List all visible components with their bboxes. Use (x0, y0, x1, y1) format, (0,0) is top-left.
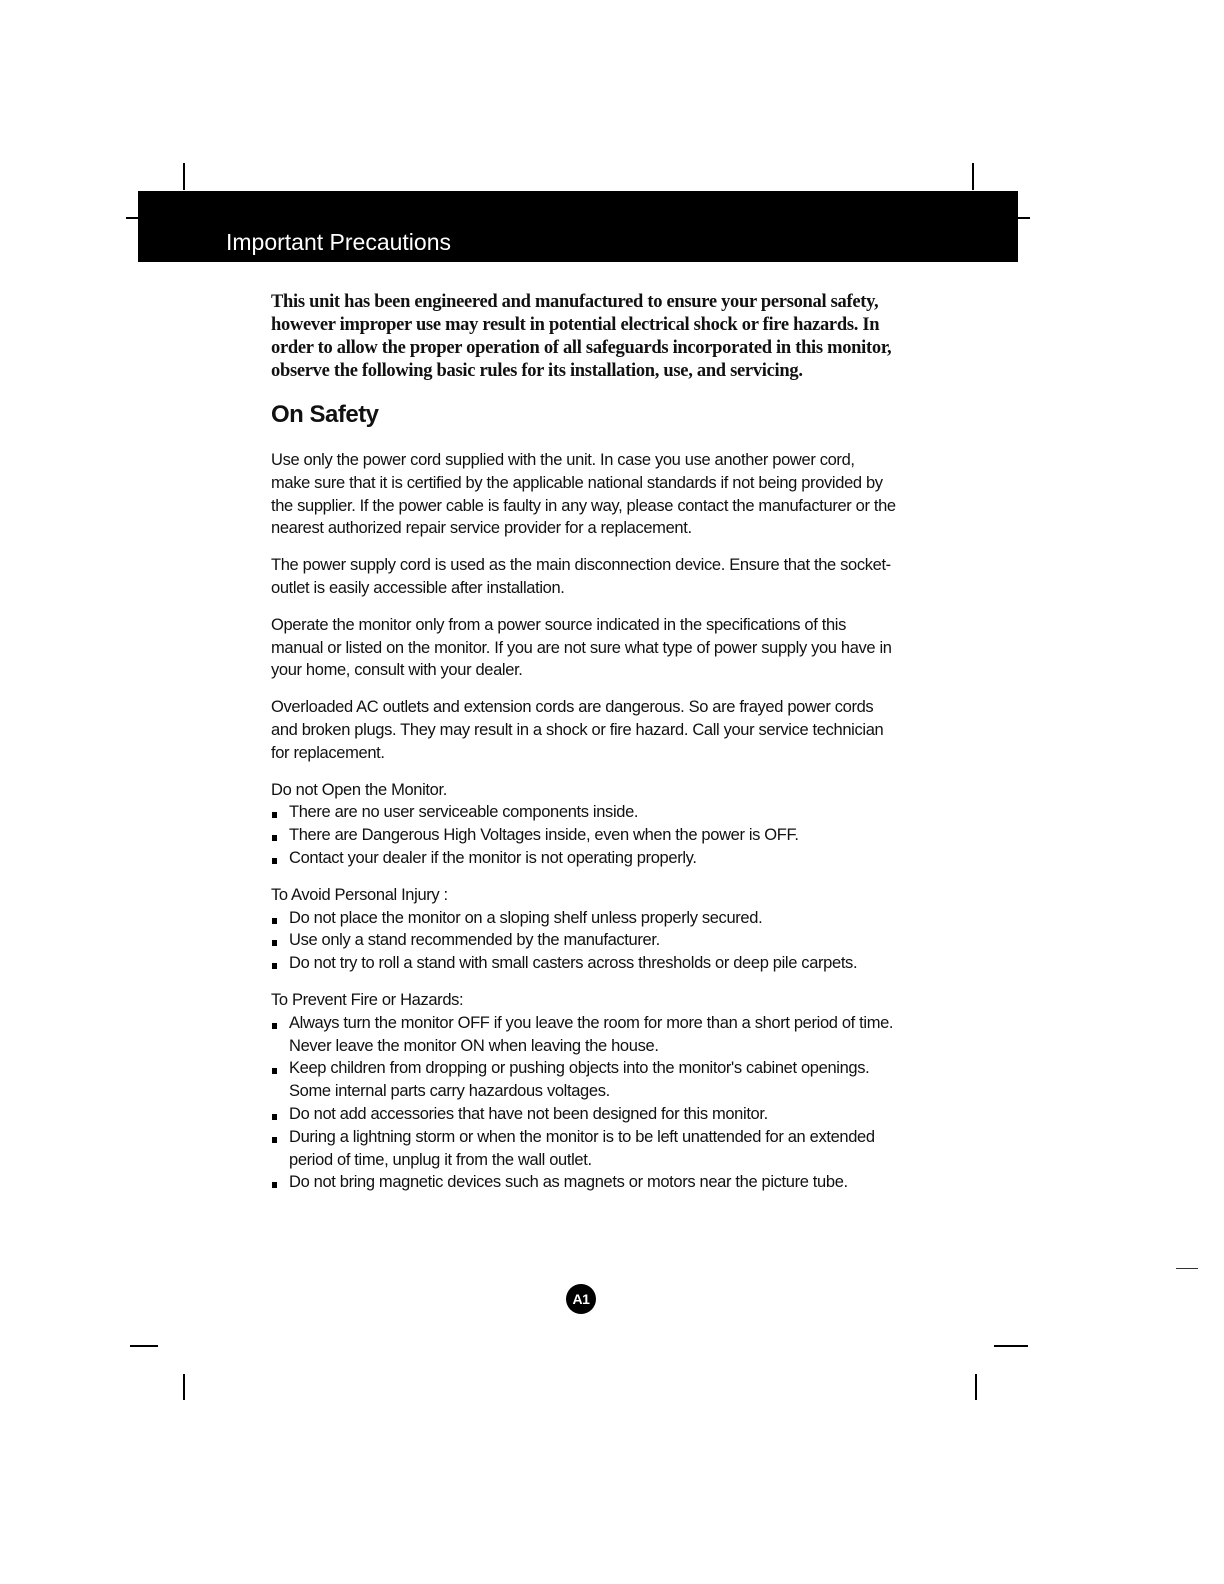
page-title: Important Precautions (226, 229, 452, 255)
list-item: Do not try to roll a stand with small casters across thresholds or deep pile carpets. (271, 952, 896, 975)
list-item: During a lightning storm or when the monitor is to be left unattended for an extended period of time, unplug it from the wall outlet. (271, 1126, 896, 1172)
paragraph: Use only the power cord supplied with the unit. In case you use another power cord, make sure that it is certified by the applicable national standards if not being provided by the supplier. If the power cable is faulty in any way, please contact the manufacturer or the nearest authorized repair service provider for a replacement. (271, 451, 896, 538)
crop-mark (183, 163, 185, 190)
crop-mark (183, 1374, 185, 1400)
group-do-not-open (271, 779, 896, 870)
page-number-badge: A1 (566, 1284, 596, 1314)
crop-mark (130, 1345, 158, 1347)
list-item: Do not add accessories that have not been designed for this monitor. (271, 1103, 896, 1126)
header-bar (138, 191, 1018, 262)
crop-mark (1176, 1268, 1198, 1269)
list-item: Do not place the monitor on a sloping shelf unless properly secured. (271, 907, 896, 930)
list-item: There are Dangerous High Voltages inside, even when the power is OFF. (271, 824, 896, 847)
list-item: Contact your dealer if the monitor is not operating properly. (271, 847, 896, 870)
group-avoid-injury (271, 884, 896, 975)
list-item: Always turn the monitor OFF if you leave the room for more than a short period of time. Never leave the monitor ON when leaving the house. (271, 1012, 896, 1058)
content (271, 291, 896, 1208)
bullet-list (271, 907, 896, 975)
group-title: To Prevent Fire or Hazards: (271, 990, 464, 1009)
paragraph: Operate the monitor only from a power source indicated in the specifications of this manual or listed on the monitor. If you are not sure what type of power supply you have in your home, consult with your dealer. (271, 615, 892, 680)
group-prevent-fire (271, 989, 896, 1194)
list-item: Do not bring magnetic devices such as magnets or motors near the picture tube. (271, 1171, 896, 1194)
bullet-list (271, 801, 896, 869)
crop-mark (126, 217, 138, 219)
section-title: On Safety (271, 401, 379, 428)
paragraph: Overloaded AC outlets and extension cords are dangerous. So are frayed power cords and broken plugs. They may result in a shock or fire hazard. Call your service technician for replacement. (271, 698, 884, 762)
list-item: Keep children from dropping or pushing objects into the monitor's cabinet openings. Some internal parts carry hazardous voltages. (271, 1057, 896, 1103)
group-title: To Avoid Personal Injury : (271, 885, 448, 904)
paragraph: The power supply cord is used as the main disconnection device. Ensure that the socket-outlet is easily accessible after installation. (271, 556, 891, 597)
bullet-list (271, 1012, 896, 1194)
crop-mark (975, 1374, 977, 1400)
crop-mark (994, 1345, 1028, 1347)
intro-paragraph: This unit has been engineered and manufactured to ensure your personal safety, however improper use may result in potential electrical shock or fire hazards. In order to allow the proper operation of all safeguards incorporated in this monitor, observe the following basic rules for its installation, use, and servicing. (271, 292, 892, 381)
crop-mark (1018, 217, 1030, 219)
group-title: Do not Open the Monitor. (271, 780, 447, 799)
list-item: There are no user serviceable components inside. (271, 801, 896, 824)
crop-mark (972, 163, 974, 190)
list-item: Use only a stand recommended by the manufacturer. (271, 929, 896, 952)
